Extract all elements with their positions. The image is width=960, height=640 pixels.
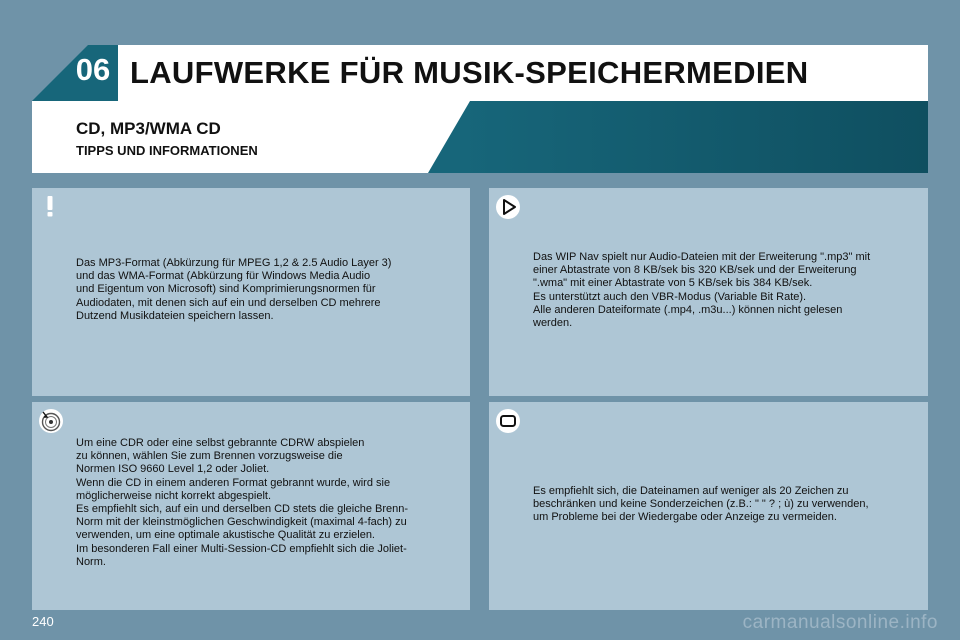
info-text-file-names: Es empfiehlt sich, die Dateinamen auf weniger als 20 Zeichen zu beschränken und keine Sonderzeichen (z.B.: " " ? ; ù) zu verwenden, um Probleme bei der Wiedergabe oder Anzeige zu vermeiden. <box>533 485 869 524</box>
play-triangle-icon <box>495 194 521 220</box>
info-text-cd-burning: Um eine CDR oder eine selbst gebrannte CDRW abspielen zu können, wählen Sie zum Brennen vorzugsweise die Normen ISO 9660 Level 1,2 oder Joliet. Wenn die CD in einem anderen Format gebrannt wurde, wird sie möglicherweise nicht korrekt abgespielt. Es empfiehlt sich, auf ein und derselben CD stets die gleiche Brenn- Norm mit der kleinstmöglichen Geschwindigkeit (maximal 4-fach) zu verwenden, um eine optimale akustische Qualität zu erzielen. Im besonderen Fall einer Multi-Session-CD empfiehlt sich die Joliet- Norm. <box>76 437 409 568</box>
info-text-mp3-format: Das MP3-Format (Abkürzung für MPEG 1,2 & 2.5 Audio Layer 3) und das WMA-Format (Abkürzung für Windows Media Audio und Eigentum von Microsoft) sind Komprimierungsnormen für Audiodaten, mit denen sich auf ein und derselben CD mehrere Dutzend Musikdateien speichern lassen. <box>76 257 392 322</box>
chapter-title: LAUFWERKE FÜR MUSIK-SPEICHERMEDIEN <box>130 55 809 90</box>
warning-exclamation-icon <box>38 194 62 218</box>
rounded-rectangle-icon <box>495 408 521 434</box>
watermark: carmanualsonline.info <box>742 612 938 633</box>
section-title: CD, MP3/WMA CD <box>76 119 221 138</box>
section-subtitle: TIPPS UND INFORMATIONEN <box>76 143 258 158</box>
section-panel-cut <box>428 101 470 173</box>
header-shade <box>458 101 928 173</box>
info-text-supported-files: Das WIP Nav spielt nur Audio-Dateien mit der Erweiterung ".mp3" mit einer Abtastrate von 8 KB/sek bis 320 KB/sek und der Erweiterung ".wma" mit einer Abtastrate von 5 KB/sek bis 384 KB/sek. Es unterstützt auch den VBR-Modus (Variable Bit Rate). Alle anderen Dateiformate (.mp4, .m3u...) können nicht gelesen werden. <box>533 251 871 330</box>
page-number: 240 <box>32 614 54 629</box>
cd-disc-icon <box>38 408 64 434</box>
chapter-number: 06 <box>75 52 111 87</box>
